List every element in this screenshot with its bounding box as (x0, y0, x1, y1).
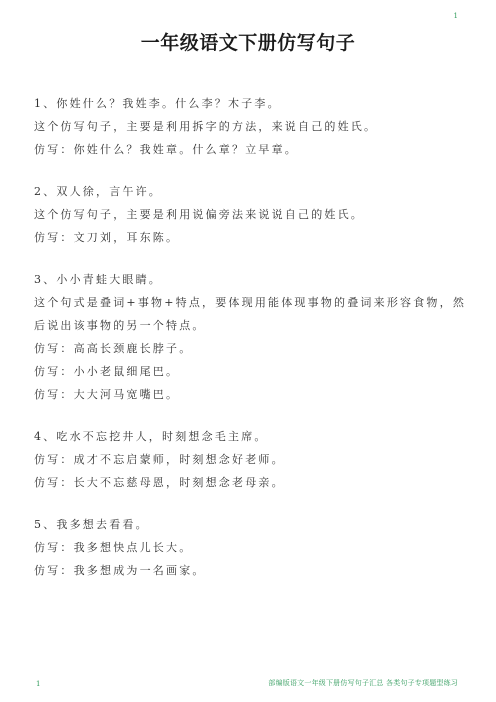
section-3-line-4: 仿写：小小老鼠细尾巴。 (34, 365, 180, 378)
page-title: 一年级语文下册仿写句子 (140, 32, 356, 54)
footer-text: 部编版语文一年级下册仿写句子汇总 各类句子专项题型练习 (268, 679, 458, 687)
section-3 (34, 268, 470, 406)
section-3-line-1: 3、小小青蛙大眼睛。 (34, 273, 162, 286)
section-4-line-1: 4、吃水不忘挖井人，时刻想念毛主席。 (34, 430, 268, 443)
section-3-line-3: 仿写：高高长颈鹿长脖子。 (34, 342, 193, 355)
section-4 (34, 425, 470, 494)
section-1-line-2: 这个仿写句子，主要是利用拆字的方法，来说自己的姓氏。 (34, 120, 378, 133)
section-5-line-2: 仿写：我多想快点儿长大。 (34, 541, 193, 554)
footer-page-number: 1 (36, 680, 41, 688)
section-1-line-1: 1、你姓什么？我姓李。什么李？木子李。 (34, 97, 281, 110)
section-2 (34, 180, 470, 249)
section-3-line-2: 这个句式是叠词+事物+特点，要体现用能体现事物的叠词来形容食物，然后说出该事物的另一个特点。 (34, 296, 467, 332)
section-2-line-3: 仿写：文刀刘，耳东陈。 (34, 231, 180, 244)
section-2-line-2: 这个仿写句子，主要是利用说偏旁法来说说自己的姓氏。 (34, 208, 364, 221)
section-3-line-5: 仿写：大大河马宽嘴巴。 (34, 388, 180, 401)
header-page-number: 1 (453, 12, 458, 20)
document-body (34, 92, 470, 601)
section-5-line-1: 5、我多想去看看。 (34, 518, 149, 531)
section-4-line-3: 仿写：长大不忘慈母恩，时刻想念老母亲。 (34, 476, 285, 489)
section-4-line-2: 仿写：成才不忘启蒙师，时刻想念好老师。 (34, 453, 285, 466)
section-1-line-3: 仿写：你姓什么？我姓章。什么章？立早章。 (34, 143, 298, 156)
section-5-line-3: 仿写：我多想成为一名画家。 (34, 564, 206, 577)
section-1 (34, 92, 470, 161)
section-2-line-1: 2、双人徐，言午许。 (34, 185, 162, 198)
section-5 (34, 513, 470, 582)
